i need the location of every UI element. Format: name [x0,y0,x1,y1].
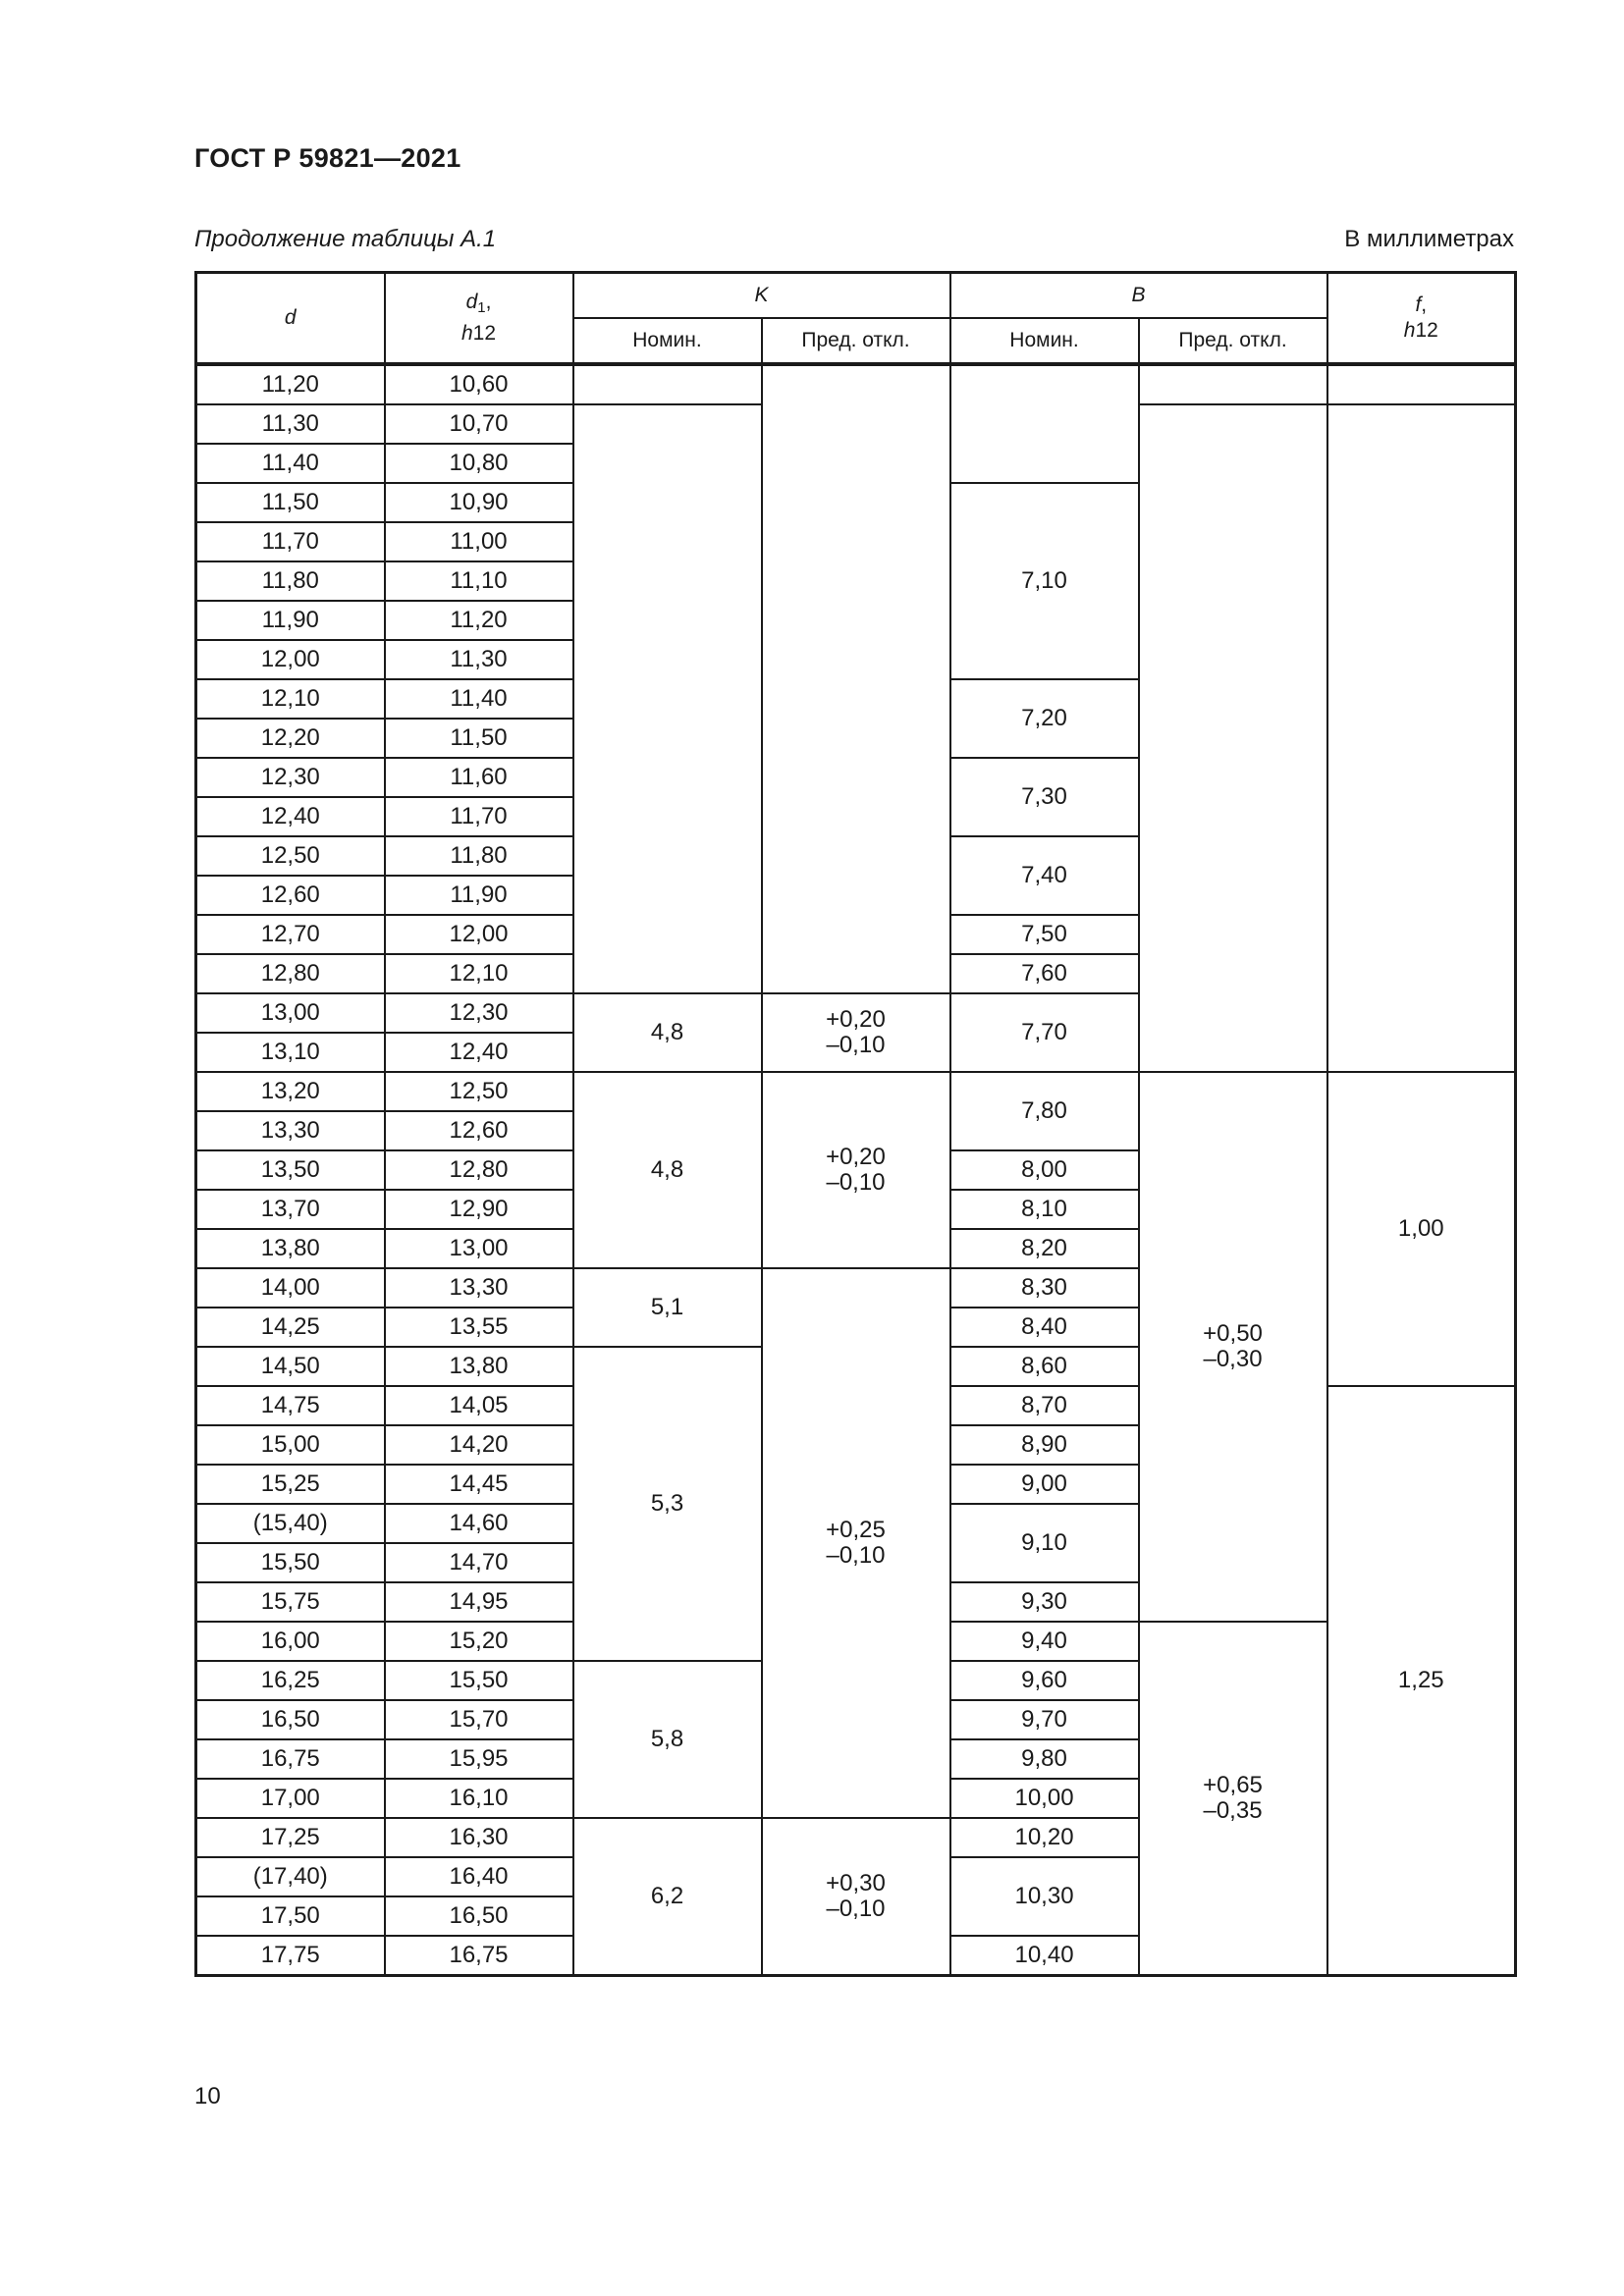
cell-b-nominal: 8,70 [950,1386,1139,1425]
cell-d: 12,00 [196,640,385,679]
k-deviation-lower: –0,10 [826,1169,886,1196]
table-header [196,273,1516,365]
cell-d1: 12,10 [385,954,573,993]
header-b: B [950,273,1327,319]
cell-d1: 10,80 [385,444,573,483]
page-number: 10 [194,2083,221,2109]
cell-d: 13,50 [196,1150,385,1190]
cell-d1: 11,30 [385,640,573,679]
cell-d1: 16,10 [385,1779,573,1818]
k-deviation-upper: +0,30 [826,1870,886,1896]
cell-d: 17,25 [196,1818,385,1857]
table-caption: Продолжение таблицы А.1 [194,226,497,252]
header-k-deviation: Пред. откл. [762,318,950,364]
cell-d: 17,50 [196,1896,385,1936]
cell-d: 13,10 [196,1033,385,1072]
cell-f: 1,25 [1327,1386,1516,1976]
standard-designation: ГОСТ Р 59821—2021 [194,143,461,173]
cell-b-deviation-empty [1139,364,1327,404]
cell-d: 16,50 [196,1700,385,1739]
cell-d: 14,50 [196,1347,385,1386]
cell-d: (17,40) [196,1857,385,1896]
cell-k-deviation [762,1818,950,1976]
b-deviation-upper: +0,50 [1203,1320,1263,1347]
cell-b-nominal: 8,90 [950,1425,1139,1465]
cell-d: 11,70 [196,522,385,561]
k-deviation-upper: +0,20 [826,1144,886,1170]
cell-k-deviation [762,993,950,1072]
k-deviation-upper: +0,25 [826,1517,886,1543]
cell-d: 15,50 [196,1543,385,1582]
cell-d: 16,00 [196,1622,385,1661]
cell-b-deviation [1139,1072,1327,1622]
cell-k-nominal: 6,2 [573,1818,762,1976]
cell-k-nominal-empty [573,364,762,404]
header-b-deviation: Пред. откл. [1139,318,1327,364]
cell-d: 15,75 [196,1582,385,1622]
b-deviation-upper: +0,65 [1203,1772,1263,1798]
cell-k-deviation [762,1072,950,1268]
cell-d: 12,20 [196,719,385,758]
cell-d: 15,00 [196,1425,385,1465]
cell-d1: 12,40 [385,1033,573,1072]
cell-b-nominal: 10,00 [950,1779,1139,1818]
cell-d1: 13,30 [385,1268,573,1308]
cell-k-nominal: 4,8 [573,1072,762,1268]
cell-b-nominal: 7,70 [950,993,1139,1072]
cell-d1: 13,55 [385,1308,573,1347]
cell-b-nominal: 9,10 [950,1504,1139,1582]
cell-d1: 12,60 [385,1111,573,1150]
cell-b-nominal-empty [950,364,1139,483]
cell-d1: 11,90 [385,876,573,915]
cell-d1: 10,60 [385,364,573,404]
k-deviation-lower: –0,10 [826,1032,886,1058]
cell-d1: 14,05 [385,1386,573,1425]
cell-b-nominal: 8,10 [950,1190,1139,1229]
cell-d1: 14,60 [385,1504,573,1543]
cell-d1: 14,20 [385,1425,573,1465]
k-deviation-upper: +0,20 [826,1006,886,1033]
cell-d1: 16,50 [385,1896,573,1936]
cell-d: 16,25 [196,1661,385,1700]
cell-d1: 11,10 [385,561,573,601]
cell-d: 12,80 [196,954,385,993]
cell-b-nominal: 7,30 [950,758,1139,836]
cell-d: 13,20 [196,1072,385,1111]
table-row [196,1072,1516,1111]
cell-d: 11,90 [196,601,385,640]
b-deviation-lower: –0,30 [1203,1346,1263,1372]
cell-d1: 16,75 [385,1936,573,1976]
cell-d1: 12,30 [385,993,573,1033]
cell-b-nominal: 7,10 [950,483,1139,679]
cell-d: 11,30 [196,404,385,444]
cell-b-nominal: 9,60 [950,1661,1139,1700]
cell-b-nominal: 8,00 [950,1150,1139,1190]
b-deviation-lower: –0,35 [1203,1797,1263,1824]
cell-d1: 11,50 [385,719,573,758]
cell-d: 13,80 [196,1229,385,1268]
cell-d: 11,20 [196,364,385,404]
cell-d: 14,00 [196,1268,385,1308]
cell-d1: 12,00 [385,915,573,954]
cell-b-nominal: 9,70 [950,1700,1139,1739]
header-d: d [196,273,385,365]
cell-d: 14,75 [196,1386,385,1425]
cell-f-empty [1327,404,1516,1072]
cell-d1: 14,70 [385,1543,573,1582]
cell-b-nominal: 8,20 [950,1229,1139,1268]
table-body [196,364,1516,1976]
cell-d1: 15,20 [385,1622,573,1661]
cell-d1: 11,60 [385,758,573,797]
cell-b-nominal: 10,30 [950,1857,1139,1936]
cell-d1: 12,50 [385,1072,573,1111]
cell-k-deviation [762,1268,950,1818]
cell-b-nominal: 10,20 [950,1818,1139,1857]
cell-b-nominal: 9,00 [950,1465,1139,1504]
table-row [196,364,1516,404]
cell-b-nominal: 9,30 [950,1582,1139,1622]
header-k: K [573,273,950,319]
cell-b-nominal: 8,30 [950,1268,1139,1308]
cell-b-nominal: 8,60 [950,1347,1139,1386]
cell-d1: 11,40 [385,679,573,719]
cell-d1: 15,95 [385,1739,573,1779]
k-deviation-lower: –0,10 [826,1896,886,1922]
cell-d1: 11,00 [385,522,573,561]
cell-d1: 12,90 [385,1190,573,1229]
cell-b-nominal: 7,40 [950,836,1139,915]
units-note: В миллиметрах [1344,226,1514,252]
cell-d1: 15,50 [385,1661,573,1700]
cell-d: 12,60 [196,876,385,915]
cell-d: 12,30 [196,758,385,797]
cell-b-deviation [1139,1622,1327,1976]
cell-d: (15,40) [196,1504,385,1543]
cell-d1: 12,80 [385,1150,573,1190]
cell-d: 13,00 [196,993,385,1033]
header-k-nominal: Номин. [573,318,762,364]
header-d1: $d_1$, h12 [385,273,573,365]
cell-f-empty [1327,364,1516,404]
cell-d1: 14,95 [385,1582,573,1622]
dimensions-table [194,271,1517,1977]
cell-k-nominal: 5,8 [573,1661,762,1818]
cell-d: 12,70 [196,915,385,954]
cell-d1: 13,80 [385,1347,573,1386]
cell-k-nominal: 5,3 [573,1347,762,1661]
cell-d: 14,25 [196,1308,385,1347]
cell-f: 1,00 [1327,1072,1516,1386]
cell-d1: 16,30 [385,1818,573,1857]
cell-d1: 16,40 [385,1857,573,1896]
cell-d: 11,80 [196,561,385,601]
cell-b-nominal: 9,80 [950,1739,1139,1779]
cell-d: 17,00 [196,1779,385,1818]
cell-d1: 13,00 [385,1229,573,1268]
cell-d: 13,70 [196,1190,385,1229]
cell-b-deviation-empty [1139,404,1327,1072]
cell-d1: 11,20 [385,601,573,640]
cell-d: 16,75 [196,1739,385,1779]
cell-d1: 10,90 [385,483,573,522]
cell-b-nominal: 7,50 [950,915,1139,954]
cell-d: 12,40 [196,797,385,836]
cell-d: 13,30 [196,1111,385,1150]
cell-b-nominal: 10,40 [950,1936,1139,1976]
cell-d: 12,50 [196,836,385,876]
cell-d1: 11,80 [385,836,573,876]
cell-b-nominal: 7,20 [950,679,1139,758]
header-b-nominal: Номин. [950,318,1139,364]
cell-d1: 10,70 [385,404,573,444]
cell-d1: 14,45 [385,1465,573,1504]
cell-b-nominal: 9,40 [950,1622,1139,1661]
cell-b-nominal: 7,60 [950,954,1139,993]
cell-b-nominal: 8,40 [950,1308,1139,1347]
cell-d1: 11,70 [385,797,573,836]
k-deviation-lower: –0,10 [826,1542,886,1569]
cell-d: 12,10 [196,679,385,719]
cell-k-nominal-empty [573,404,762,993]
cell-d: 11,50 [196,483,385,522]
cell-d: 17,75 [196,1936,385,1976]
cell-k-deviation-empty [762,364,950,993]
cell-k-nominal: 4,8 [573,993,762,1072]
cell-b-nominal: 7,80 [950,1072,1139,1150]
cell-d: 15,25 [196,1465,385,1504]
cell-d: 11,40 [196,444,385,483]
cell-d1: 15,70 [385,1700,573,1739]
header-f: f, h12 [1327,273,1516,365]
cell-k-nominal: 5,1 [573,1268,762,1347]
